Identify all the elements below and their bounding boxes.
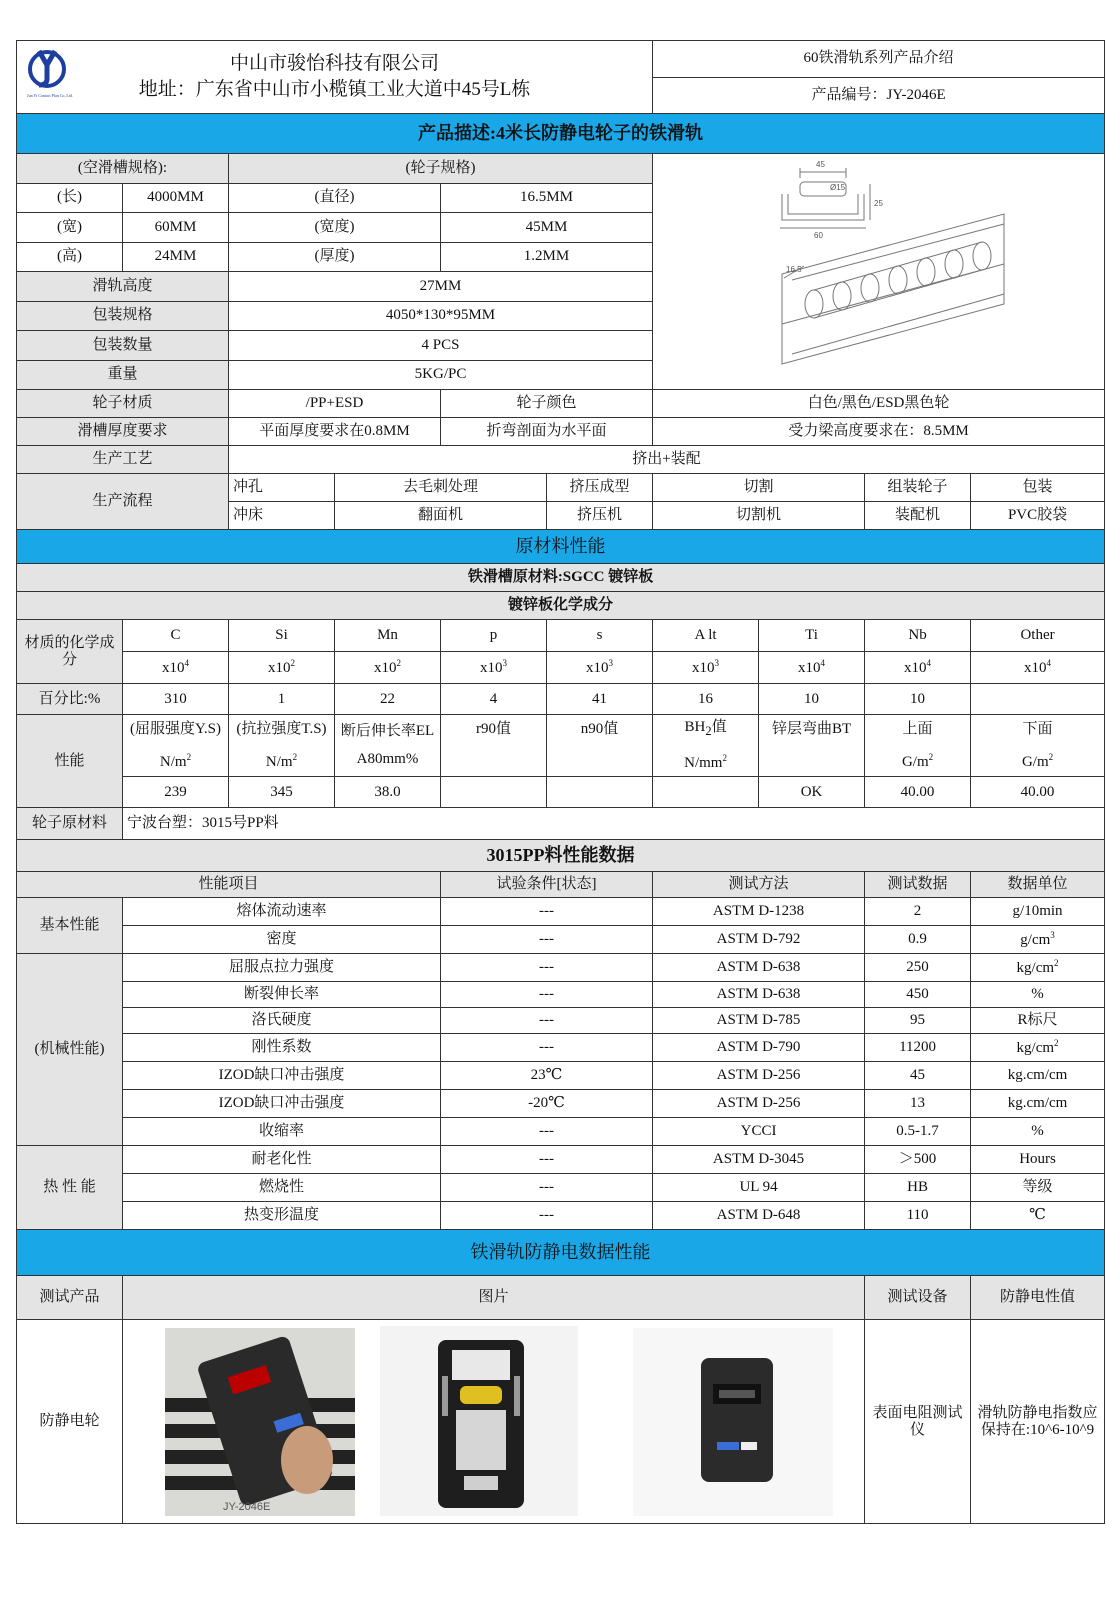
pp-unit: $kg/cm^2$ [971,954,1105,982]
pp-group-label: (机械性能) [17,954,123,1146]
product-description-band: 产品描述:4米长防静电轮子的铁滑轨 [17,114,1105,154]
pp-method: ASTM D-648 [653,1202,865,1230]
pp-value: 45 [865,1062,971,1090]
pp-value: HB [865,1174,971,1202]
pp-unit: Hours [971,1146,1105,1174]
pp-row [17,1034,1105,1062]
pp-item: 刚性系数 [123,1034,441,1062]
pp-row [17,898,1105,926]
test-photos [123,1320,865,1524]
pp-band: 3015PP料性能数据 [17,840,1105,872]
pp-item: 耐老化性 [123,1146,441,1174]
pp-unit: % [971,982,1105,1008]
pp-value: 2 [865,898,971,926]
pp-row [17,954,1105,982]
pp-group-label: 基本性能 [17,898,123,954]
pp-unit: 等级 [971,1174,1105,1202]
pp-item: IZOD缺口冲击强度 [123,1062,441,1090]
pp-unit: % [971,1118,1105,1146]
company-logo: Jun Yi Contact Plan Co.,Ltd. [25,45,75,99]
pp-row [17,1146,1105,1174]
svg-text:60: 60 [813,231,823,240]
pp-row [17,1062,1105,1090]
pp-cond: --- [441,898,653,926]
company-address: 地址：广东省中山市小榄镇工业大道中45号L栋 [138,79,531,100]
pp-cond: -20℃ [441,1090,653,1118]
pp-method: ASTM D-3045 [653,1146,865,1174]
pp-cond: --- [441,1146,653,1174]
pp-cond: --- [441,982,653,1008]
pp-unit: $g/cm^3$ [971,926,1105,954]
pp-item: 燃烧性 [123,1174,441,1202]
pp-cond: --- [441,1034,653,1062]
pp-row [17,1008,1105,1034]
pp-method: ASTM D-1238 [653,898,865,926]
pp-row [17,1118,1105,1146]
pp-item: 屈服点拉力强度 [123,954,441,982]
pp-item: 密度 [123,926,441,954]
pp-cond: --- [441,1118,653,1146]
pp-unit: R标尺 [971,1008,1105,1034]
pp-item: IZOD缺口冲击强度 [123,1090,441,1118]
pp-unit: kg.cm/cm [971,1062,1105,1090]
pp-method: ASTM D-256 [653,1090,865,1118]
svg-text:JY-2046E: JY-2046E [223,1500,271,1513]
pp-cond: --- [441,954,653,982]
product-code: 产品编号：JY-2046E [653,77,1105,114]
pp-value: 110 [865,1202,971,1230]
rail-drawing [653,154,1105,390]
pp-row [17,926,1105,954]
pp-row [17,1090,1105,1118]
pp-method: ASTM D-638 [653,982,865,1008]
rail-diagram-icon [664,154,1094,384]
company-header [17,41,653,114]
pp-method: ASTM D-785 [653,1008,865,1034]
pp-cond: 23℃ [441,1062,653,1090]
spec-table: Jun Yi Contact Plan Co.,Ltd. 中山市骏怡科技有限公司 地址：广东省中山市小榄镇工业大道中45号L栋 60铁滑轨系列产品介绍 产品编号：JY-2046E 产品描述:4米长防静电轮子的铁滑轨 (空滑槽规格): (轮子规格) 45 60 25 Ø15 16.5 (长) 4000MM (直径) 16.5MM (宽) 60MM (宽度) 45MM (高) 24MM (厚度) 1.2MM 滑轨高度 27MM 包装规格 4050*130*95MM 包装数量 4 PCS 重量 5KG/PC 轮子材质 /PP+ESD 轮子颜色 白色/黑色/ESD黑色轮 滑槽厚度要求 平面厚度要求在0.8MM 折弯剖面为水平面 受力梁高度要求在：8.5MM 生产工艺 挤出+装配 生产流程 冲孔 去毛刺处理 挤压成型 切割 组装轮子 包装 冲床 翻面机 挤压机 切割机 装配机 PVC胶袋 原材料性能 铁滑槽原材料:SGCC 镀锌板 镀锌板化学成分 材质的化学成分 C Si Mn p s A lt Ti Nb Other $x10^4$ $x10^2$ $x10^2$ $x10^3$ $x10^3$ $x10^3$ $x10^4$ $x10^4$ $x10^4$ 百分比:% 310 1 22 4 41 16 10 10 性能 (屈服强度Y.S) $N/m^2$ (抗拉强度T.S) $N/m^2$ 断后伸长率EL A80mm% r90值 n90值 $BH_2$值 $N/mm^2$ 锌层弯曲BT 上面 $G/m^2$ 下面 $G/m^2$ 239 345 38.0 OK 40.00 40.00 轮子原材料 宁波台塑：3015号PP料 3015PP料性能数据 性能项目 试验条件[状态] 测试方法 测试数据 数据单位 基本性能 熔体流动速率 --- ASTM D-1238 2 g/10min 密度 --- ASTM D-792 0.9 $g/cm^3$ (机械性能) 屈服点拉力强度 --- ASTM D-638 250 $kg/cm^2$ 断裂伸长率 --- ASTM D-638 450 % 洛氏硬度 --- ASTM D-785 95 R标尺 刚性系数 --- ASTM D-790 11200 $kg/cm^2$ IZOD缺口冲击强度 23℃ ASTM D-256 45 kg.cm/cm IZOD缺口冲击强度 -20℃ ASTM D-256 13 kg.cm/cm 收缩率 --- YCCI 0.5-1.7 % 热 性 能 耐老化性 --- ASTM D-3045 ＞500 Hours 燃烧性 --- UL 94 HB 等级 热变形温度 --- ASTM D-648 110 ℃ 铁滑轨防静电数据性能 测试产品 图片 测试设备 防静电性值 防静电轮 JY-2046E 表面电阻测试仪 滑轨防静电指数应保持在:10^6-10^9 [16,40,1105,1524]
pp-value: 250 [865,954,971,982]
antistatic-band: 铁滑轨防静电数据性能 [17,1230,1105,1276]
pp-unit: ℃ [971,1202,1105,1230]
pp-value: 95 [865,1008,971,1034]
tester-front-photo-icon [633,1328,833,1516]
svg-text:25: 25 [873,199,883,208]
pp-unit: $kg/cm^2$ [971,1034,1105,1062]
pp-item: 收缩率 [123,1118,441,1146]
pp-method: ASTM D-638 [653,954,865,982]
pp-unit: g/10min [971,898,1105,926]
tester-on-rail-photo-icon [165,1328,355,1516]
pp-value: 11200 [865,1034,971,1062]
pp-cond: --- [441,926,653,954]
pp-value: 0.5-1.7 [865,1118,971,1146]
pp-item: 热变形温度 [123,1202,441,1230]
raw-material-band: 原材料性能 [17,530,1105,564]
pp-cond: --- [441,1202,653,1230]
svg-text:Ø15: Ø15 [829,183,845,192]
pp-item: 断裂伸长率 [123,982,441,1008]
pp-cond: --- [441,1174,653,1202]
pp-method: ASTM D-256 [653,1062,865,1090]
pp-method: YCCI [653,1118,865,1146]
pp-value: ＞500 [865,1146,971,1174]
pp-method: UL 94 [653,1174,865,1202]
pp-cond: --- [441,1008,653,1034]
pp-method: ASTM D-790 [653,1034,865,1062]
pp-row [17,1174,1105,1202]
pp-value: 450 [865,982,971,1008]
pp-method: ASTM D-792 [653,926,865,954]
svg-text:16.5: 16.5 [785,265,802,274]
pp-value: 13 [865,1090,971,1118]
jy-logo-icon [25,45,75,89]
pp-group-label: 热 性 能 [17,1146,123,1230]
company-name: 中山市骏怡科技有限公司 [230,53,440,74]
series-title: 60铁滑轨系列产品介绍 [653,41,1105,78]
pp-item: 洛氏硬度 [123,1008,441,1034]
pp-value: 0.9 [865,926,971,954]
pp-row [17,982,1105,1008]
pp-item: 熔体流动速率 [123,898,441,926]
svg-text:45: 45 [815,160,825,169]
spec-sheet [16,40,1104,1524]
tester-back-photo-icon [380,1326,578,1516]
pp-row [17,1202,1105,1230]
pp-unit: kg.cm/cm [971,1090,1105,1118]
